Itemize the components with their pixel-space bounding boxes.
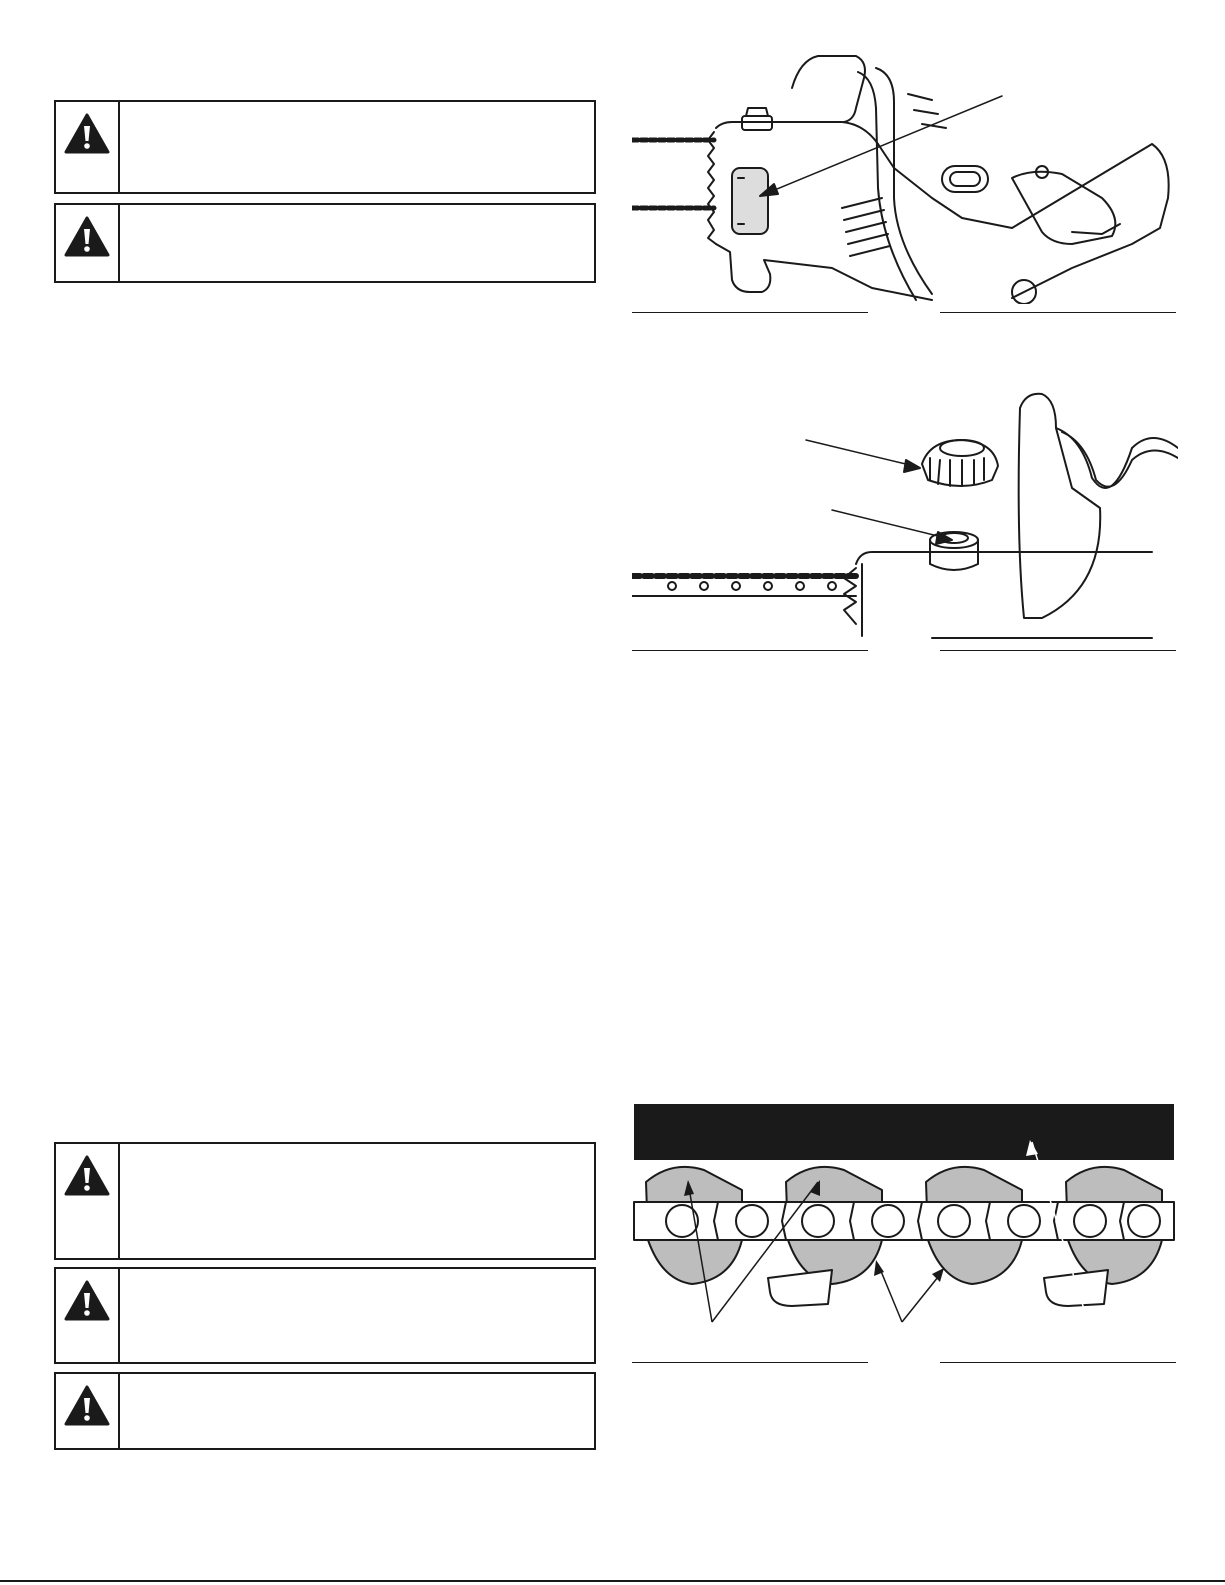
warning-box-1 [54, 100, 596, 194]
warning-icon-cell [56, 1144, 120, 1258]
warning-icon-cell [56, 1374, 120, 1448]
guide-bar [634, 1104, 1174, 1160]
chain-links-illustration [632, 1100, 1178, 1328]
warning-box-4 [54, 1267, 596, 1364]
warning-box-3 [54, 1142, 596, 1260]
warning-triangle-icon [63, 1384, 111, 1428]
warning-box-2 [54, 203, 596, 283]
warning-icon-cell [56, 205, 120, 281]
warning-box-5 [54, 1372, 596, 1450]
figure-rule [940, 312, 1176, 313]
warning-triangle-icon [63, 1279, 111, 1323]
figure-rule [940, 650, 1176, 651]
warning-icon-cell [56, 1269, 120, 1362]
warning-icon-cell [56, 102, 120, 192]
warning-triangle-icon [63, 112, 111, 156]
warning-triangle-icon [63, 1154, 111, 1198]
figure-rule [632, 650, 868, 651]
figure-rule [632, 312, 868, 313]
footer-rule [0, 1580, 1225, 1582]
figure-rule [940, 1362, 1176, 1363]
figure-rule [632, 1362, 868, 1363]
chainsaw-oil-window-illustration [632, 48, 1178, 304]
oil-cap-illustration [632, 388, 1178, 644]
warning-triangle-icon [63, 215, 111, 259]
